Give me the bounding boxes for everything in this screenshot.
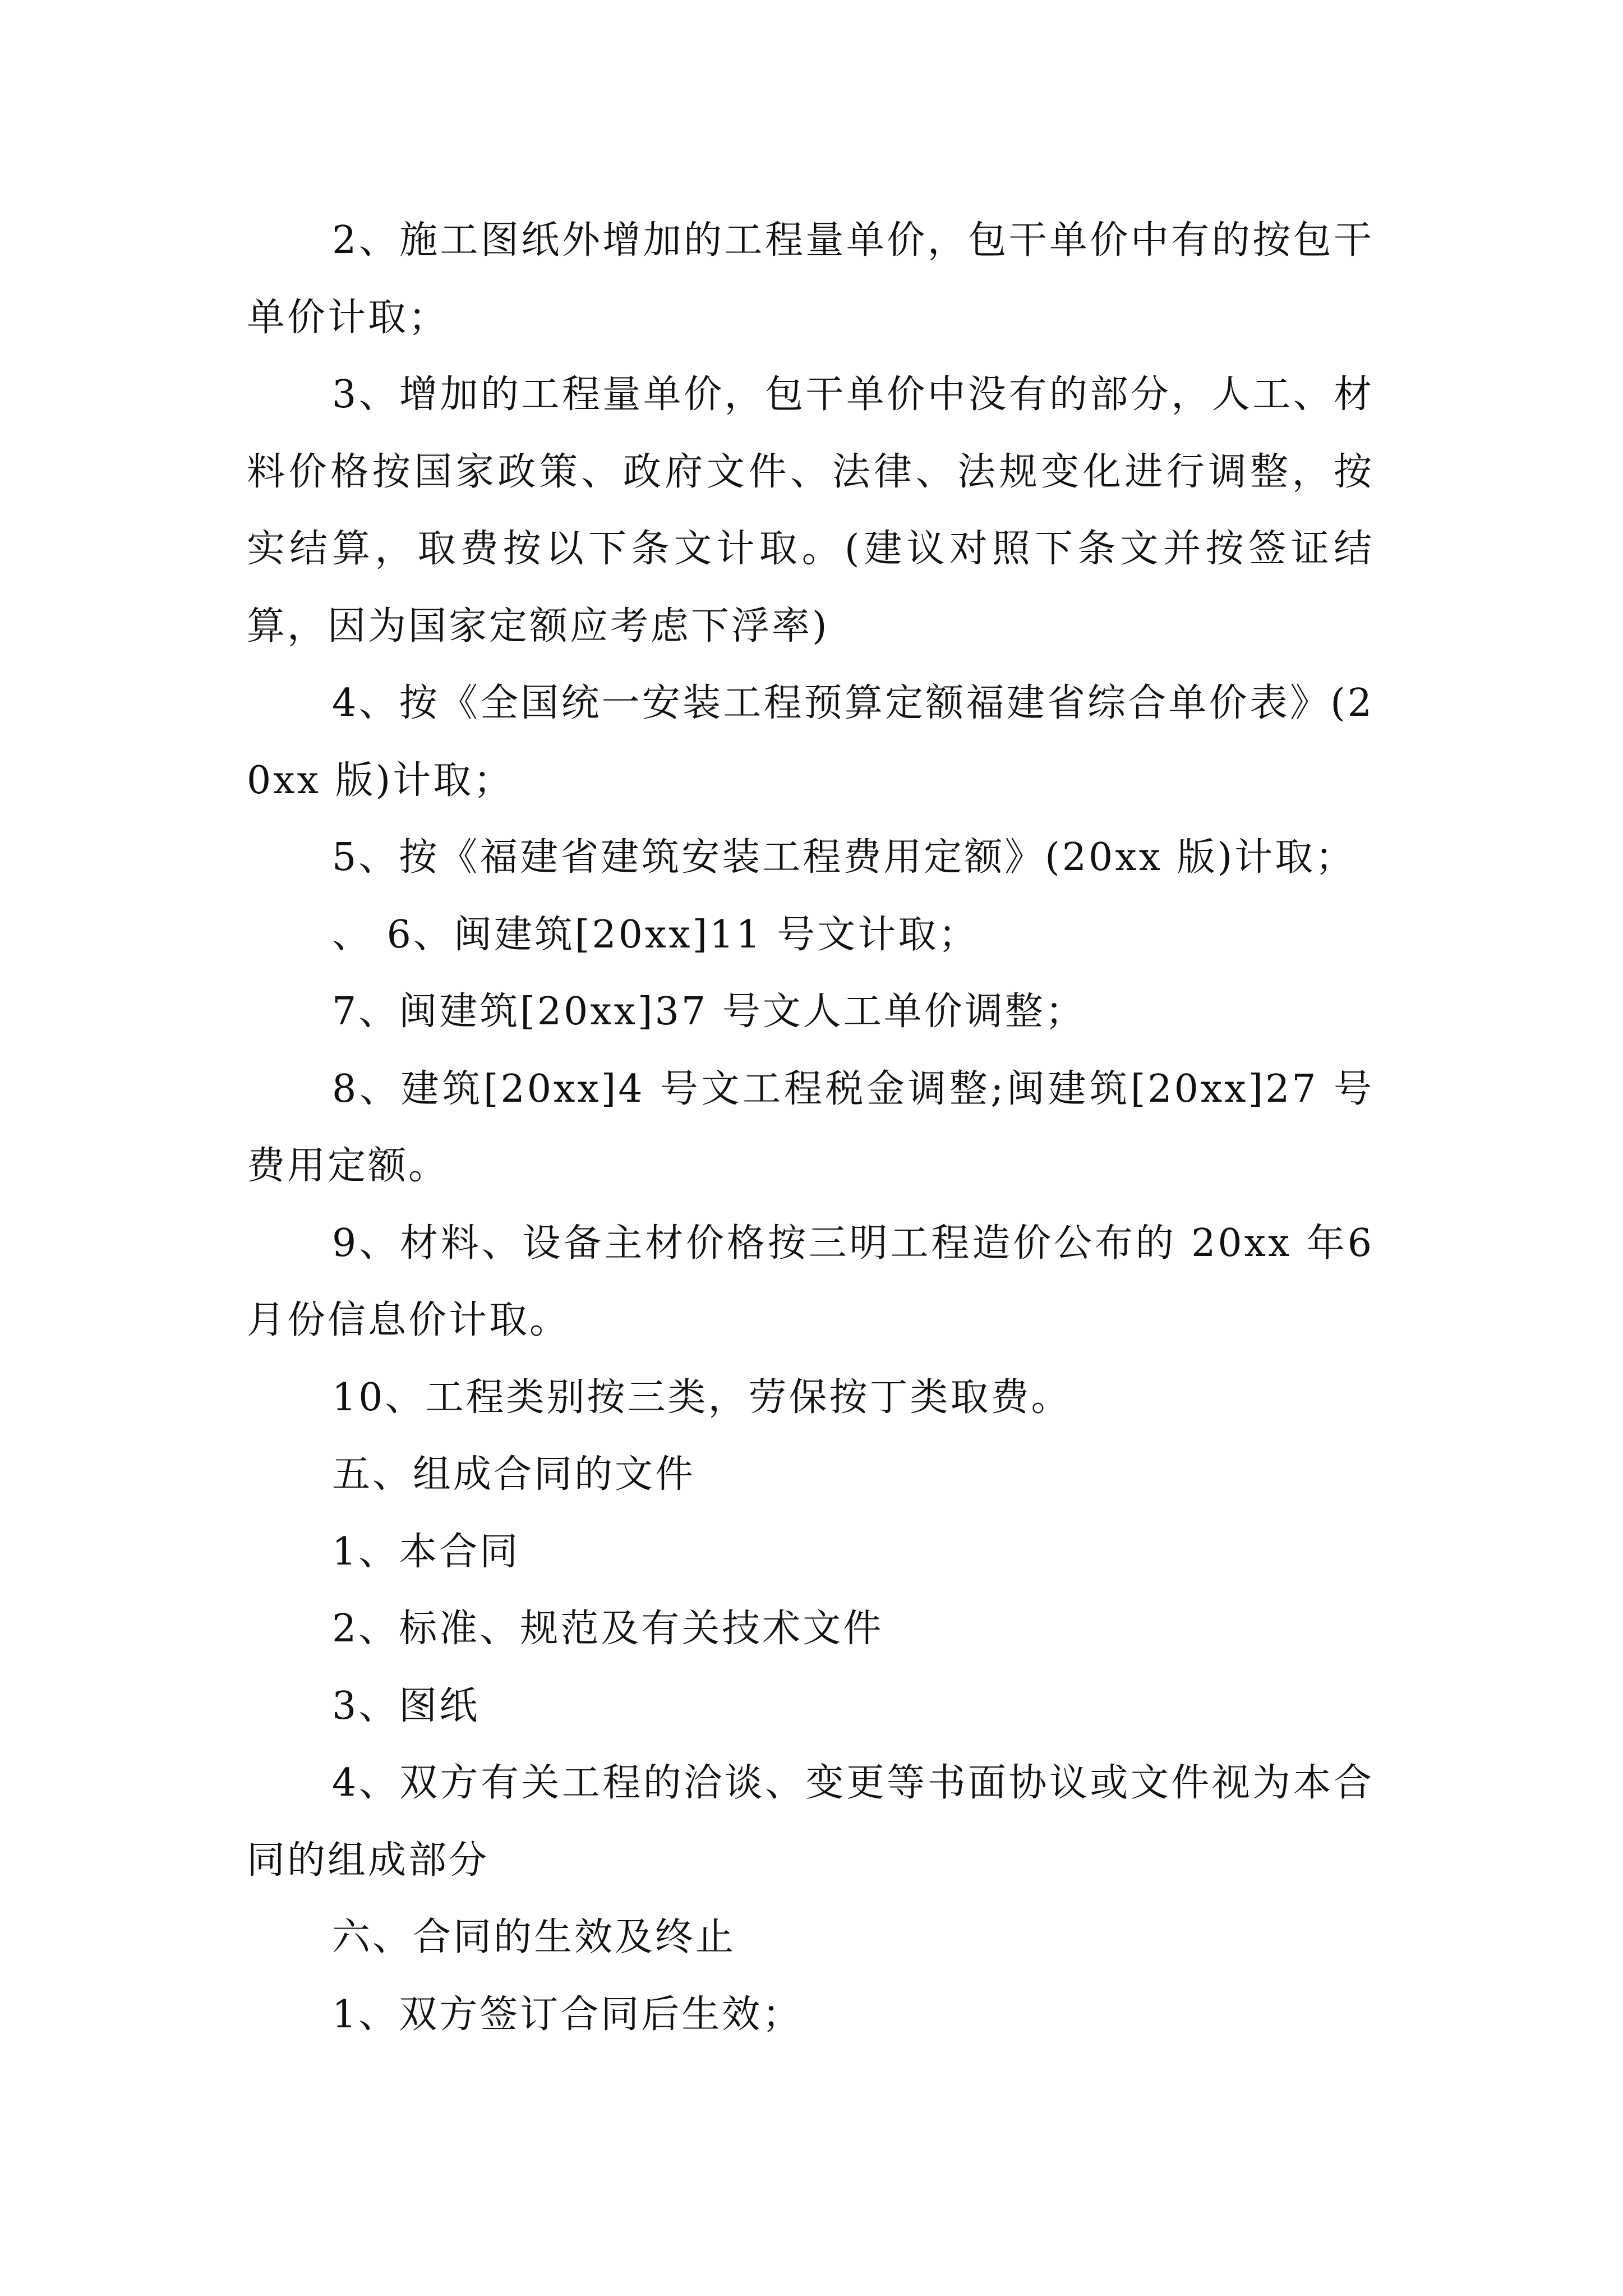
- paragraph-item-4: 4、双方有关工程的洽谈、变更等书面协议或文件视为本合同的组成部分: [247, 1761, 1374, 1883]
- document-body: [247, 202, 1374, 2053]
- paragraph-clause-7: 7、闽建筑[20xx]37 号文人工单价调整；: [332, 990, 1086, 1034]
- paragraph-clause-3: 3、增加的工程量单价，包干单价中没有的部分，人工、材料价格按国家政策、政府文件、法律、法规变化进行调整，按实结算，取费按以下条文计取。(建议对照下条文并按签证结算，因为国家定额应考虑下浮率): [247, 372, 1374, 648]
- paragraph-clause-8: 8、建筑[20xx]4 号文工程税金调整;闽建筑[20xx]27 号费用定额。: [247, 1066, 1374, 1188]
- paragraph-item-2: 2、标准、规范及有关技术文件: [332, 1607, 884, 1651]
- paragraph-clause-2: 2、施工图纸外增加的工程量单价，包干单价中有的按包干单价计取；: [247, 218, 1374, 340]
- paragraph-clause-6: 、 6、闽建筑[20xx]11 号文计取；: [332, 912, 979, 957]
- paragraph-item-1: 1、本合同: [332, 1529, 520, 1574]
- paragraph-clause-5: 5、按《福建省建筑安装工程费用定额》(20xx 版)计取；: [332, 835, 1356, 880]
- paragraph-clause-4: 4、按《全国统一安装工程预算定额福建省综合单价表》(20xx 版)计取；: [247, 681, 1374, 803]
- paragraph-clause-10: 10、工程类别按三类，劳保按丁类取费。: [332, 1375, 1072, 1420]
- paragraph-effect-1: 1、双方签订合同后生效；: [332, 1992, 803, 2037]
- paragraph-item-3: 3、图纸: [332, 1683, 480, 1728]
- paragraph-clause-9: 9、材料、设备主材价格按三明工程造价公布的 20xx 年6 月份信息价计取。: [247, 1221, 1374, 1342]
- section-heading-6: 六、合同的生效及终止: [332, 1915, 736, 1959]
- section-heading-5: 五、组成合同的文件: [332, 1452, 696, 1497]
